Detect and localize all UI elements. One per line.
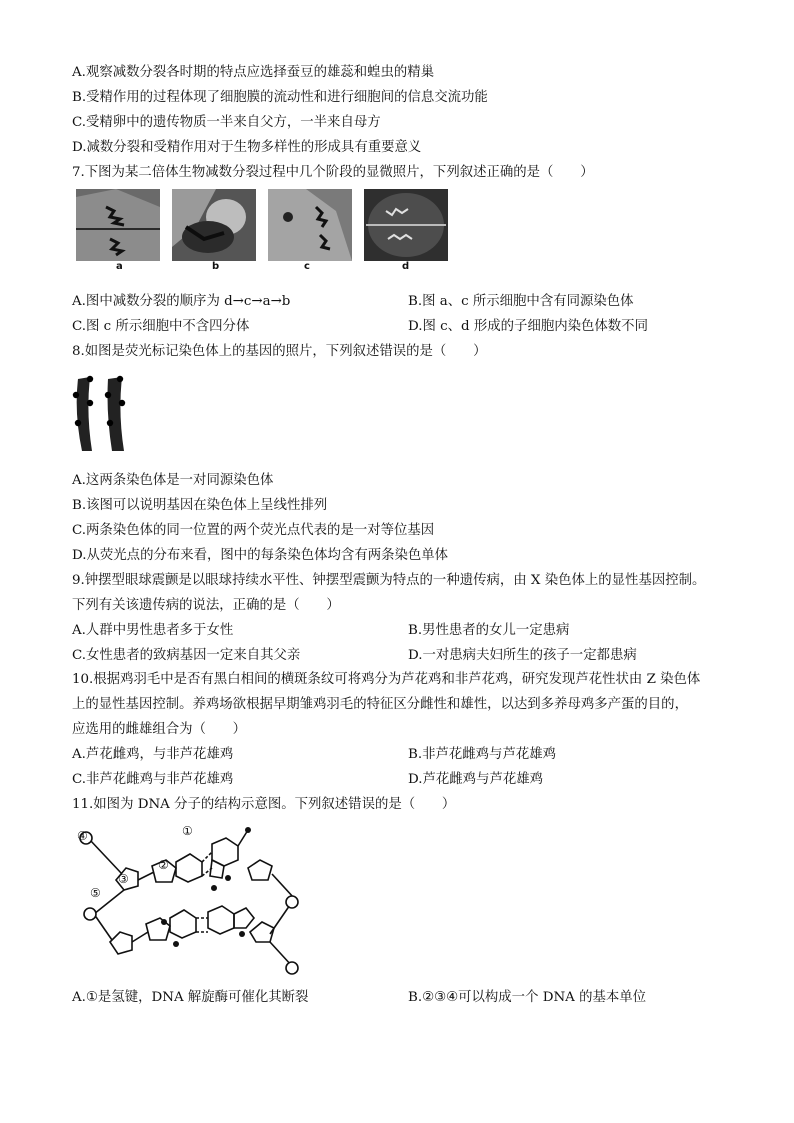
q9-option-d: D.一对患病夫妇所生的孩子一定都患病: [408, 648, 637, 663]
q7-option-a: A.图中减数分裂的顺序为 d→c→a→b: [72, 294, 291, 309]
q8-chromosome-figure: [72, 373, 132, 455]
q10-stem-line2: 上的显性基因控制。养鸡场欲根据早期雏鸡羽毛的特征区分雌性和雄性，以达到多养母鸡多产蛋的目的，: [72, 697, 688, 712]
q9-option-a: A.人群中男性患者多于女性: [72, 623, 234, 638]
q9-stem-line2: 下列有关该遗传病的说法，正确的是（ ）: [72, 598, 340, 613]
q11-dna-structure-figure: [72, 822, 312, 982]
q10-option-a: A.芦花雌鸡，与非芦花雄鸡: [72, 747, 234, 762]
q8-stem: 8.如图是荧光标记染色体上的基因的照片，下列叙述错误的是（ ）: [72, 344, 487, 359]
q6-option-a: A.观察减数分裂各时期的特点应选择蚕豆的雄蕊和蝗虫的精巢: [72, 65, 435, 80]
q10-stem-line1: 10.根据鸡羽毛中是否有黑白相间的横斑条纹可将鸡分为芦花鸡和非芦花鸡，研究发现芦花性状由 Z 染色体: [72, 672, 701, 687]
dna-label-3: ③: [118, 872, 129, 886]
q7-option-b: B.图 a、c 所示细胞中含有同源染色体: [408, 294, 634, 309]
micrograph-label-b: b: [212, 261, 220, 272]
q11-option-b: B.②③④可以构成一个 DNA 的基本单位: [408, 990, 647, 1005]
q8-option-b: B.该图可以说明基因在染色体上呈线性排列: [72, 498, 328, 513]
q7-stem: 7.下图为某二倍体生物减数分裂过程中几个阶段的显微照片，下列叙述正确的是（ ）: [72, 165, 594, 180]
dna-label-5: ⑤: [90, 886, 101, 900]
q6-option-b: B.受精作用的过程体现了细胞膜的流动性和进行细胞间的信息交流功能: [72, 90, 488, 105]
micrograph-label-d: d: [402, 261, 410, 272]
q8-option-a: A.这两条染色体是一对同源染色体: [72, 473, 274, 488]
q7-option-d: D.图 c、d 形成的子细胞内染色体数不同: [408, 319, 648, 334]
q8-option-c: C.两条染色体的同一位置的两个荧光点代表的是一对等位基因: [72, 523, 435, 538]
q7-option-c: C.图 c 所示细胞中不含四分体: [72, 319, 250, 334]
q6-option-c: C.受精卵中的遗传物质一半来自父方，一半来自母方: [72, 115, 381, 130]
q10-option-d: D.芦花雌鸡与芦花雄鸡: [408, 772, 544, 787]
dna-label-4: ④: [77, 829, 88, 843]
q10-option-b: B.非芦花雌鸡与芦花雄鸡: [408, 747, 557, 762]
q8-option-d: D.从荧光点的分布来看，图中的每条染色体均含有两条染色单体: [72, 548, 449, 563]
q6-option-d: D.减数分裂和受精作用对于生物多样性的形成具有重要意义: [72, 140, 422, 155]
micrograph-a: [76, 189, 160, 261]
dna-label-1: ①: [182, 824, 193, 838]
q10-stem-line3: 应选用的雌雄组合为（ ）: [72, 722, 247, 737]
q7-micrograph-figure: [76, 187, 448, 275]
q9-option-c: C.女性患者的致病基因一定来自其父亲: [72, 648, 301, 663]
micrograph-b: [172, 189, 256, 261]
micrograph-c: [268, 189, 352, 261]
q11-stem: 11.如图为 DNA 分子的结构示意图。下列叙述错误的是（ ）: [72, 797, 456, 812]
q11-option-a: A.①是氢键，DNA 解旋酶可催化其断裂: [72, 990, 309, 1005]
q9-option-b: B.男性患者的女儿一定患病: [408, 623, 570, 638]
dna-label-2: ②: [158, 858, 169, 872]
micrograph-label-c: c: [304, 261, 310, 272]
micrograph-label-a: a: [116, 261, 123, 272]
micrograph-d: [364, 189, 448, 261]
q9-stem-line1: 9.钟摆型眼球震颤是以眼球持续水平性、钟摆型震颤为特点的一种遗传病，由 X 染色体上的显性基因控制。: [72, 573, 706, 588]
q10-option-c: C.非芦花雌鸡与非芦花雄鸡: [72, 772, 234, 787]
